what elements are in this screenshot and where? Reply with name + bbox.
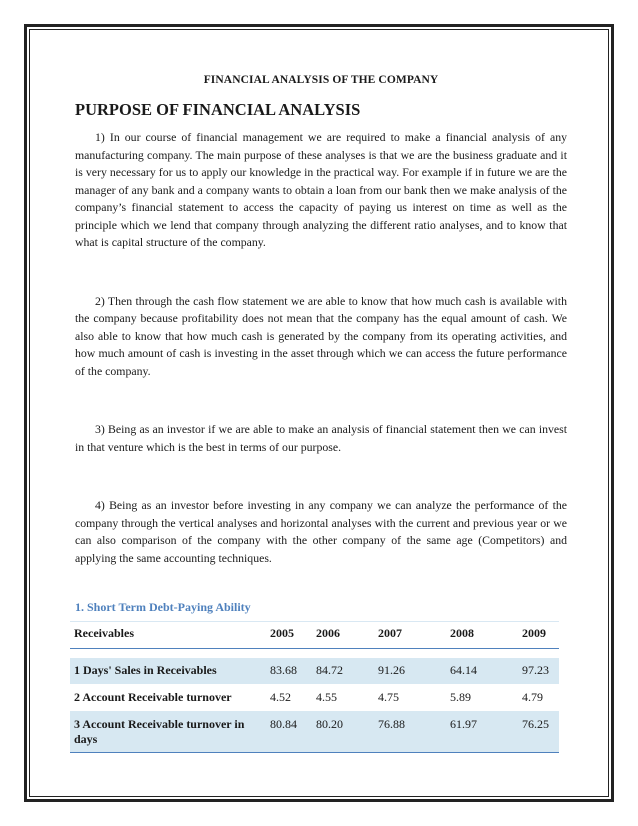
table-cell: 64.14 xyxy=(446,658,518,684)
document-title: FINANCIAL ANALYSIS OF THE COMPANY xyxy=(203,74,439,86)
row-label: 3 Account Receivable turnover in days xyxy=(70,711,266,753)
table-cell: 80.84 xyxy=(266,711,312,753)
header-cell: 2005 xyxy=(266,622,312,649)
paragraph-4: 4) Being as an investor before investing in any company we can analyze the performance of the company through the vertical analyses and horizontal analyses with the current and previous year or we can also comparison of the company with the other company of the same age (Competitors) and applying the same accounting techniques. xyxy=(75,498,567,565)
table-cell: 5.89 xyxy=(450,690,471,704)
table-cell: 91.26 xyxy=(374,658,446,684)
receivables-table xyxy=(70,621,559,753)
header-cell: 2008 xyxy=(446,622,518,649)
table-cell: 4.75 xyxy=(378,690,399,704)
table-cell: 97.23 xyxy=(518,658,559,684)
paragraph-3: 3) Being as an investor if we are able to make an analysis of financial statement then we can invest in that venture which is the best in terms of our purpose. xyxy=(75,422,567,454)
table-row xyxy=(70,658,559,684)
table-cell: 80.20 xyxy=(312,711,374,753)
table-cell: 4.55 xyxy=(316,690,337,704)
table-cell: 61.97 xyxy=(446,711,518,753)
table-cell: 76.25 xyxy=(518,711,559,753)
header-cell: Receivables xyxy=(70,622,266,649)
row-label: 1 Days' Sales in Receivables xyxy=(70,658,266,684)
table-cell: 83.68 xyxy=(266,658,312,684)
table-cell: 84.72 xyxy=(312,658,374,684)
row-label: 2 Account Receivable turnover xyxy=(74,690,232,704)
section-heading: PURPOSE OF FINANCIAL ANALYSIS xyxy=(75,100,361,119)
paragraph-2: 2) Then through the cash flow statement we are able to know that how much cash is available with the company because profitability does not mean that the company has the equal amount of cash. We also able to know that how much cash is generated by the company from its operating activities, and how much amount of cash is investing in the asset through which we can access the future performance of the company. xyxy=(75,293,567,378)
sub-heading: 1. Short Term Debt-Paying Ability xyxy=(75,600,251,614)
table-header-row xyxy=(70,622,559,649)
header-cell: 2007 xyxy=(374,622,446,649)
document-body xyxy=(75,74,567,615)
table-cell: 4.79 xyxy=(522,690,543,704)
paragraph-1: 1) In our course of financial management we are required to make a financial analysis of any manufacturing company. The main purpose of these analyses is that we are the business graduate and it is very necessary for us to apply our knowledge in the practical way. For example if in future we are the manager of any bank and a company wants to obtain a loan from our bank then we make analysis of the company’s financial statement to access the capacity of paying us interest on time as well as the principle which we lend that company through analyzing the different ratio analyses, and to know that what is capital structure of the company. xyxy=(75,130,567,249)
table-row xyxy=(70,711,559,753)
table-row xyxy=(70,684,559,711)
table-cell: 76.88 xyxy=(374,711,446,753)
table-cell: 4.52 xyxy=(270,690,291,704)
header-cell: 2009 xyxy=(518,622,559,649)
header-cell: 2006 xyxy=(312,622,374,649)
